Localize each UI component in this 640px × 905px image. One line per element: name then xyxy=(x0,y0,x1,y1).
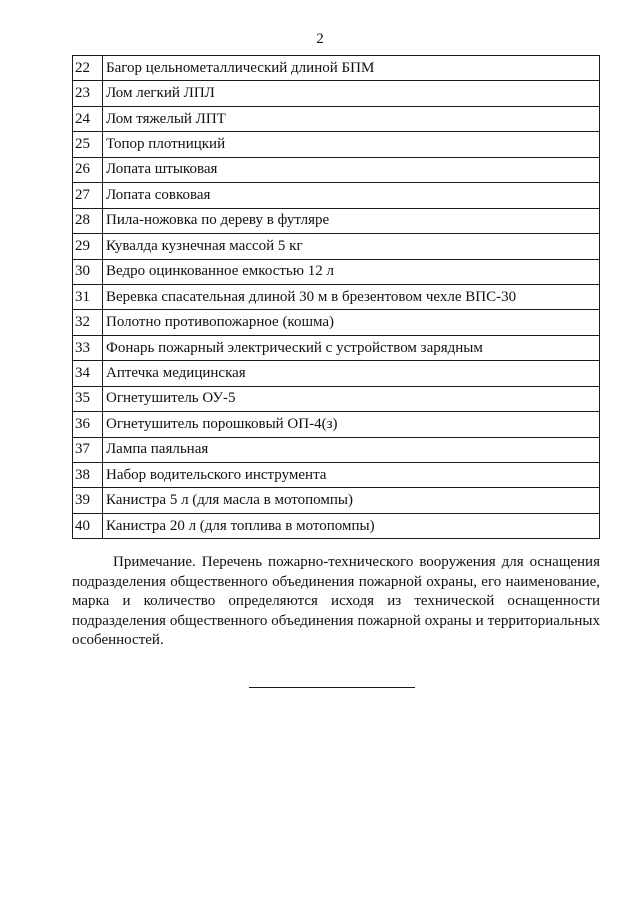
table-row xyxy=(73,132,600,157)
row-number: 36 xyxy=(73,412,103,437)
item-name: Огнетушитель порошковый ОП-4(з) xyxy=(103,412,600,437)
table-row xyxy=(73,412,600,437)
table-row xyxy=(73,183,600,208)
item-name: Топор плотницкий xyxy=(103,132,600,157)
row-number: 31 xyxy=(73,284,103,309)
row-number: 27 xyxy=(73,183,103,208)
table-row xyxy=(73,208,600,233)
item-name: Лампа паяльная xyxy=(103,437,600,462)
table-row xyxy=(73,284,600,309)
row-number: 38 xyxy=(73,463,103,488)
table-row xyxy=(73,106,600,131)
item-name: Лопата штыковая xyxy=(103,157,600,182)
row-number: 39 xyxy=(73,488,103,513)
table-row xyxy=(73,386,600,411)
item-name: Веревка спасательная длиной 30 м в брезентовом чехле ВПС-30 xyxy=(103,284,600,309)
row-number: 34 xyxy=(73,361,103,386)
table-row xyxy=(73,56,600,81)
row-number: 40 xyxy=(73,513,103,538)
row-number: 24 xyxy=(73,106,103,131)
table-row xyxy=(73,157,600,182)
item-name: Пила-ножовка по дереву в футляре xyxy=(103,208,600,233)
row-number: 25 xyxy=(73,132,103,157)
row-number: 22 xyxy=(73,56,103,81)
table-row xyxy=(73,234,600,259)
item-name: Багор цельнометаллический длиной БПМ xyxy=(103,56,600,81)
row-number: 33 xyxy=(73,335,103,360)
page-number: 2 xyxy=(316,31,324,47)
table-row xyxy=(73,437,600,462)
table-row xyxy=(73,463,600,488)
row-number: 30 xyxy=(73,259,103,284)
row-number: 28 xyxy=(73,208,103,233)
table-row xyxy=(73,81,600,106)
table-row xyxy=(73,310,600,335)
table-row xyxy=(73,488,600,513)
item-name: Набор водительского инструмента xyxy=(103,463,600,488)
row-number: 23 xyxy=(73,81,103,106)
item-name: Полотно противопожарное (кошма) xyxy=(103,310,600,335)
item-name: Канистра 5 л (для масла в мотопомпы) xyxy=(103,488,600,513)
equipment-table xyxy=(72,55,600,539)
closing-divider xyxy=(249,687,415,688)
item-name: Аптечка медицинская xyxy=(103,361,600,386)
row-number: 26 xyxy=(73,157,103,182)
item-name: Кувалда кузнечная массой 5 кг xyxy=(103,234,600,259)
row-number: 37 xyxy=(73,437,103,462)
item-name: Лом легкий ЛПЛ xyxy=(103,81,600,106)
item-name: Канистра 20 л (для топлива в мотопомпы) xyxy=(103,513,600,538)
row-number: 32 xyxy=(73,310,103,335)
table-row xyxy=(73,361,600,386)
table-row xyxy=(73,335,600,360)
row-number: 29 xyxy=(73,234,103,259)
row-number: 35 xyxy=(73,386,103,411)
item-name: Фонарь пожарный электрический с устройством зарядным xyxy=(103,335,600,360)
note-paragraph: Примечание. Перечень пожарно-технического вооружения для оснащения подразделения общественного объединения пожарной охраны, его наименование, марка и количество определяются исходя из технической оснащенности подразделения общественного объединения пожарной охраны и территориальных особенностей. xyxy=(72,554,600,648)
item-name: Ведро оцинкованное емкостью 12 л xyxy=(103,259,600,284)
item-name: Лопата совковая xyxy=(103,183,600,208)
item-name: Огнетушитель ОУ-5 xyxy=(103,386,600,411)
table-row xyxy=(73,259,600,284)
item-name: Лом тяжелый ЛПТ xyxy=(103,106,600,131)
table-row xyxy=(73,513,600,538)
